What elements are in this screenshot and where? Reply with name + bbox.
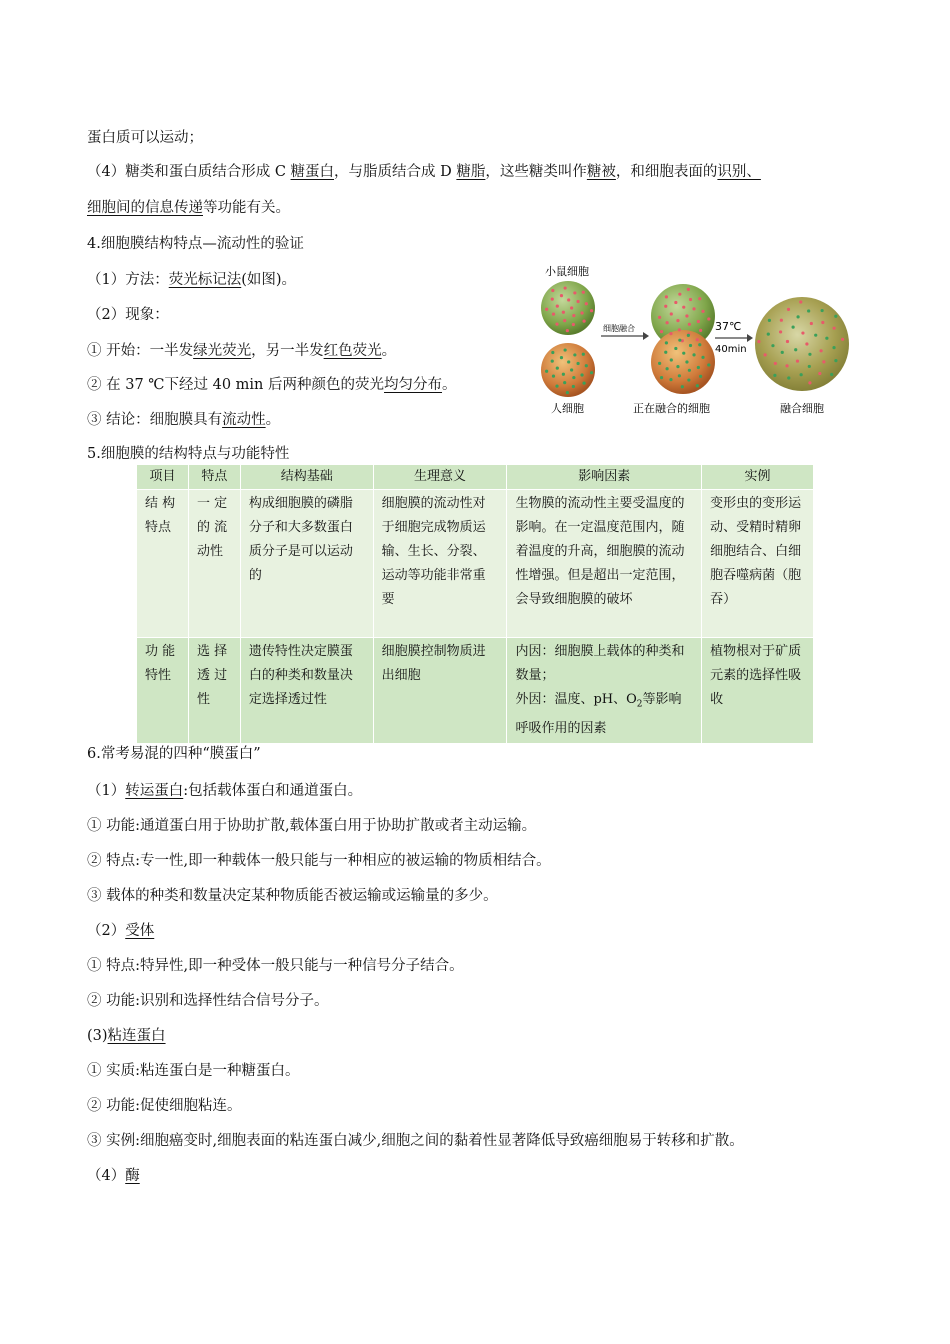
text: ② 在 37 ℃下经过 40 min 后两种颜色的荧光: [87, 377, 385, 393]
header-cell: 项目: [137, 465, 189, 490]
marker-dot: [560, 294, 563, 297]
table-row: [137, 638, 814, 744]
marker-dot: [556, 305, 559, 308]
marker-dot: [697, 320, 700, 323]
paragraph-line: 蛋白质可以运动；: [87, 130, 203, 146]
marker-dot: [566, 391, 569, 394]
answer-blank: 荧光标记法: [168, 272, 242, 288]
marker-dot: [573, 353, 576, 356]
marker-dot: [676, 319, 679, 322]
marker-dot: [551, 298, 554, 301]
marker-dot: [689, 344, 692, 347]
marker-dot: [688, 323, 691, 326]
paragraph-line: ② 功能:识别和选择性结合信号分子。: [87, 993, 329, 1009]
marker-dot: [757, 340, 760, 343]
marker-dot: [786, 340, 789, 343]
text: （1）: [87, 783, 126, 799]
text: （1）方法：: [87, 272, 169, 288]
marker-dot: [696, 338, 699, 341]
paragraph-line: [87, 410, 280, 430]
header-cell: 影响因素: [507, 465, 702, 490]
marker-dot: [660, 330, 663, 333]
marker-dot: [678, 374, 681, 377]
cell-line: 内因：细胞膜上载体的种类和数量；: [515, 644, 685, 683]
arrow-head: [643, 332, 649, 340]
marker-dot: [773, 374, 776, 377]
header-cell: 实例: [702, 465, 814, 490]
text: （4）糖类和蛋白质结合形成 C: [87, 164, 291, 180]
paragraph-line: ① 特点:特异性,即一种受体一般只能与一种信号分子结合。: [87, 958, 464, 974]
marker-dot: [805, 342, 808, 345]
marker-dot: [665, 295, 668, 298]
marker-dot: [563, 319, 566, 322]
marker-dot: [674, 301, 677, 304]
marker-dot: [685, 314, 688, 317]
marker-dot: [682, 352, 685, 355]
section-heading: 6.常考易混的四种“膜蛋白”: [87, 746, 261, 762]
paragraph-line: ③ 载体的种类和数量决定某种物质能否被运输或运输量的多少。: [87, 888, 498, 904]
marker-dot: [567, 360, 570, 363]
marker-dot: [658, 316, 661, 319]
text: ③ 结论：细胞膜具有: [87, 412, 223, 428]
marker-dot: [682, 306, 685, 309]
table-cell: 结 构特点: [137, 490, 189, 638]
marker-dot: [814, 334, 817, 337]
marker-dot: [699, 329, 702, 332]
marker-dot: [821, 321, 824, 324]
marker-dot: [687, 288, 690, 291]
marker-dot: [810, 322, 813, 325]
text: ，另一半发: [251, 343, 324, 359]
marker-dot: [787, 376, 790, 379]
table-cell: 功 能特性: [137, 638, 189, 744]
marker-dot: [833, 327, 836, 330]
table-cell: 遗传特性决定膜蛋白的种类和数量决定选择透过性: [240, 638, 373, 744]
marker-dot: [830, 373, 833, 376]
paragraph-line: [87, 198, 290, 218]
marker-dot: [768, 319, 771, 322]
marker-dot: [664, 305, 667, 308]
answer-blank: 流动性: [222, 412, 266, 428]
arrow-head: [747, 334, 753, 342]
marker-dot: [834, 315, 837, 318]
answer-blank: 粘连蛋白: [107, 1028, 166, 1044]
table-cell: 细胞膜的流动性对于细胞完成物质运输、生长、分裂、运动等功能非常重要: [373, 490, 507, 638]
answer-blank: 细胞间的信息传递: [87, 200, 203, 216]
answer-blank: 绿光荧光: [193, 343, 252, 359]
marker-dot: [681, 385, 684, 388]
marker-dot: [707, 317, 710, 320]
marker-dot: [555, 384, 558, 387]
paragraph-line: [87, 270, 296, 290]
marker-dot: [676, 365, 679, 368]
marker-dot: [834, 359, 837, 362]
marker-dot: [808, 381, 811, 384]
time-label: 40min: [715, 344, 747, 355]
marker-dot: [825, 337, 828, 340]
table-cell: [507, 638, 702, 744]
table-row: [137, 490, 814, 638]
answer-blank: 酶: [125, 1168, 140, 1184]
answer-blank: 糖蛋白: [290, 164, 335, 180]
marker-dot: [556, 367, 559, 370]
cell-fusion-figure: [535, 262, 865, 422]
marker-dot: [576, 300, 579, 303]
marker-dot: [564, 286, 567, 289]
answer-blank: 糖被: [586, 164, 616, 180]
marker-dot: [764, 353, 767, 356]
marker-dot: [841, 338, 844, 341]
marker-dot: [697, 366, 700, 369]
marker-dot: [564, 348, 567, 351]
paragraph-line: [87, 375, 457, 395]
marker-dot: [687, 334, 690, 337]
marker-dot: [567, 298, 570, 301]
marker-dot: [545, 308, 548, 311]
marker-dot: [576, 362, 579, 365]
marker-dot: [801, 331, 804, 334]
paragraph-line: ① 功能:通道蛋白用于协助扩散,载体蛋白用于协助扩散或者主动运输。: [87, 818, 537, 834]
marker-dot: [807, 309, 810, 312]
cell-line: [515, 688, 693, 741]
marker-dot: [560, 356, 563, 359]
text: ，和细胞表面的: [615, 164, 718, 180]
marker-dot: [787, 308, 790, 311]
table-cell: 选 择透 过性: [188, 638, 240, 744]
marker-dot: [563, 381, 566, 384]
fused-cell: [755, 297, 849, 391]
text: 。: [442, 377, 457, 393]
marker-dot: [796, 360, 799, 363]
text: 外因：温度、pH、O: [515, 692, 637, 707]
marker-dot: [799, 300, 802, 303]
human-cell: [541, 343, 595, 397]
marker-dot: [562, 373, 565, 376]
marker-dot: [685, 360, 688, 363]
marker-dot: [767, 333, 770, 336]
marker-dot: [678, 339, 681, 342]
marker-dot: [580, 373, 583, 376]
marker-dot: [696, 384, 699, 387]
marker-dot: [669, 332, 672, 335]
marker-dot: [780, 319, 783, 322]
paragraph-line: ③ 实例:细胞癌变时,细胞表面的粘连蛋白减少,细胞之间的黏着性显著降低导致癌细胞易于转移和扩散。: [87, 1133, 744, 1149]
marker-dot: [771, 344, 774, 347]
answer-blank: 识别、: [717, 164, 761, 180]
marker-dot: [573, 291, 576, 294]
marker-dot: [582, 353, 585, 356]
paragraph-line: [87, 341, 396, 361]
marker-dot: [664, 351, 667, 354]
temperature-label: 37℃: [715, 320, 742, 333]
marker-dot: [555, 322, 558, 325]
marker-dot: [582, 291, 585, 294]
marker-dot: [674, 347, 677, 350]
text: 等影响呼吸作用的因素: [515, 692, 682, 736]
marker-dot: [698, 297, 701, 300]
marker-dot: [818, 372, 821, 375]
answer-blank: 受体: [125, 923, 155, 939]
marker-dot: [808, 365, 811, 368]
marker-dot: [572, 314, 575, 317]
paragraph-line: ② 功能:促使细胞粘连。: [87, 1098, 242, 1114]
paragraph-line: [87, 921, 154, 941]
mouse-cell: [541, 281, 595, 335]
answer-blank: 红色荧光: [323, 343, 382, 359]
marker-dot: [572, 385, 575, 388]
marker-dot: [669, 378, 672, 381]
marker-dot: [580, 311, 583, 314]
section-heading: 4.细胞膜结构特点—流动性的验证: [87, 236, 304, 252]
text: （2）: [87, 923, 126, 939]
comparison-table: [136, 464, 814, 744]
text: 。: [381, 343, 397, 359]
marker-dot: [585, 364, 588, 367]
paragraph-line: [87, 1166, 140, 1186]
marker-dot: [692, 307, 695, 310]
text: 等功能有关。: [203, 200, 290, 216]
marker-dot: [832, 346, 835, 349]
marker-dot: [665, 341, 668, 344]
marker-dot: [794, 348, 797, 351]
marker-dot: [666, 321, 669, 324]
header-cell: 结构基础: [240, 465, 373, 490]
header-cell: 生理意义: [373, 465, 507, 490]
paragraph-line: ② 特点:专一性,即一种载体一般只能与一种相应的被运输的物质相结合。: [87, 853, 551, 869]
text: :包括载体蛋白和通道蛋白。: [183, 783, 363, 799]
marker-dot: [582, 320, 585, 323]
marker-dot: [551, 351, 554, 354]
marker-dot: [820, 349, 823, 352]
marker-dot: [792, 326, 795, 329]
answer-blank: 糖脂: [456, 164, 486, 180]
marker-dot: [670, 312, 673, 315]
text: (如图)。: [241, 272, 297, 288]
marker-dot: [688, 369, 691, 372]
section-heading: 5.细胞膜的结构特点与功能特性: [87, 446, 290, 462]
paragraph-line: [87, 1026, 166, 1046]
paragraph-line: （2）现象：: [87, 307, 169, 323]
subscript: 2: [636, 699, 643, 710]
marker-dot: [779, 330, 782, 333]
marker-dot: [551, 360, 554, 363]
figure-label-fused: 融合细胞: [780, 402, 824, 415]
marker-dot: [545, 370, 548, 373]
marker-dot: [572, 376, 575, 379]
marker-dot: [707, 363, 710, 366]
marker-dot: [821, 309, 824, 312]
marker-dot: [692, 353, 695, 356]
paragraph-line: [87, 781, 362, 801]
marker-dot: [822, 360, 825, 363]
marker-dot: [687, 378, 690, 381]
marker-dot: [590, 309, 593, 312]
marker-dot: [701, 356, 704, 359]
answer-blank: 均匀分布: [384, 377, 443, 393]
marker-dot: [699, 375, 702, 378]
marker-dot: [552, 313, 555, 316]
arrow-label: 细胞融合: [603, 324, 635, 333]
marker-dot: [666, 367, 669, 370]
paragraph-line: ① 实质:粘连蛋白是一种糖蛋白。: [87, 1063, 300, 1079]
paragraph-line: [87, 162, 761, 182]
marker-dot: [552, 375, 555, 378]
marker-dot: [781, 351, 784, 354]
marker-dot: [689, 298, 692, 301]
figure-label-fusing: 正在融合的细胞: [633, 402, 710, 415]
text: 。: [265, 412, 281, 428]
marker-dot: [785, 364, 788, 367]
marker-dot: [796, 315, 799, 318]
marker-dot: [582, 382, 585, 385]
marker-dot: [808, 353, 811, 356]
marker-dot: [660, 376, 663, 379]
answer-blank: 转运蛋白: [125, 783, 184, 799]
marker-dot: [590, 371, 593, 374]
table-cell: 细胞膜控制物质进出细胞: [373, 638, 507, 744]
marker-dot: [774, 362, 777, 365]
marker-dot: [562, 311, 565, 314]
marker-dot: [570, 368, 573, 371]
table-cell: 植物根对于矿质元素的选择性吸收: [702, 638, 814, 744]
figure-label-mouse: 小鼠细胞: [545, 265, 589, 278]
marker-dot: [670, 358, 673, 361]
text: (3): [87, 1028, 108, 1044]
text: （4）: [87, 1168, 126, 1184]
text: ，这些糖类叫作: [485, 164, 587, 180]
marker-dot: [570, 306, 573, 309]
marker-dot: [678, 293, 681, 296]
header-cell: 特点: [188, 465, 240, 490]
marker-dot: [572, 323, 575, 326]
text: ① 开始：一半发: [87, 343, 194, 359]
table-header-row: [137, 465, 814, 490]
table-cell: 一 定的 流动性: [188, 490, 240, 638]
text: ，与脂质结合成 D: [334, 164, 457, 180]
marker-dot: [800, 373, 803, 376]
marker-dot: [658, 362, 661, 365]
marker-dot: [551, 289, 554, 292]
marker-dot: [678, 328, 681, 331]
table-cell: 构成细胞膜的磷脂分子和大多数蛋白质分子是可以运动的: [240, 490, 373, 638]
marker-dot: [701, 310, 704, 313]
table-cell: 生物膜的流动性主要受温度的影响。在一定温度范围内，随着温度的升高，细胞膜的流动性增强。但是超出一定范围，会导致细胞膜的破坏: [507, 490, 702, 638]
marker-dot: [566, 329, 569, 332]
figure-label-human: 人细胞: [551, 402, 584, 415]
marker-dot: [585, 302, 588, 305]
marker-dot: [698, 343, 701, 346]
table-cell: 变形虫的变形运动、受精时精卵细胞结合、白细胞吞噬病菌（胞吞）: [702, 490, 814, 638]
